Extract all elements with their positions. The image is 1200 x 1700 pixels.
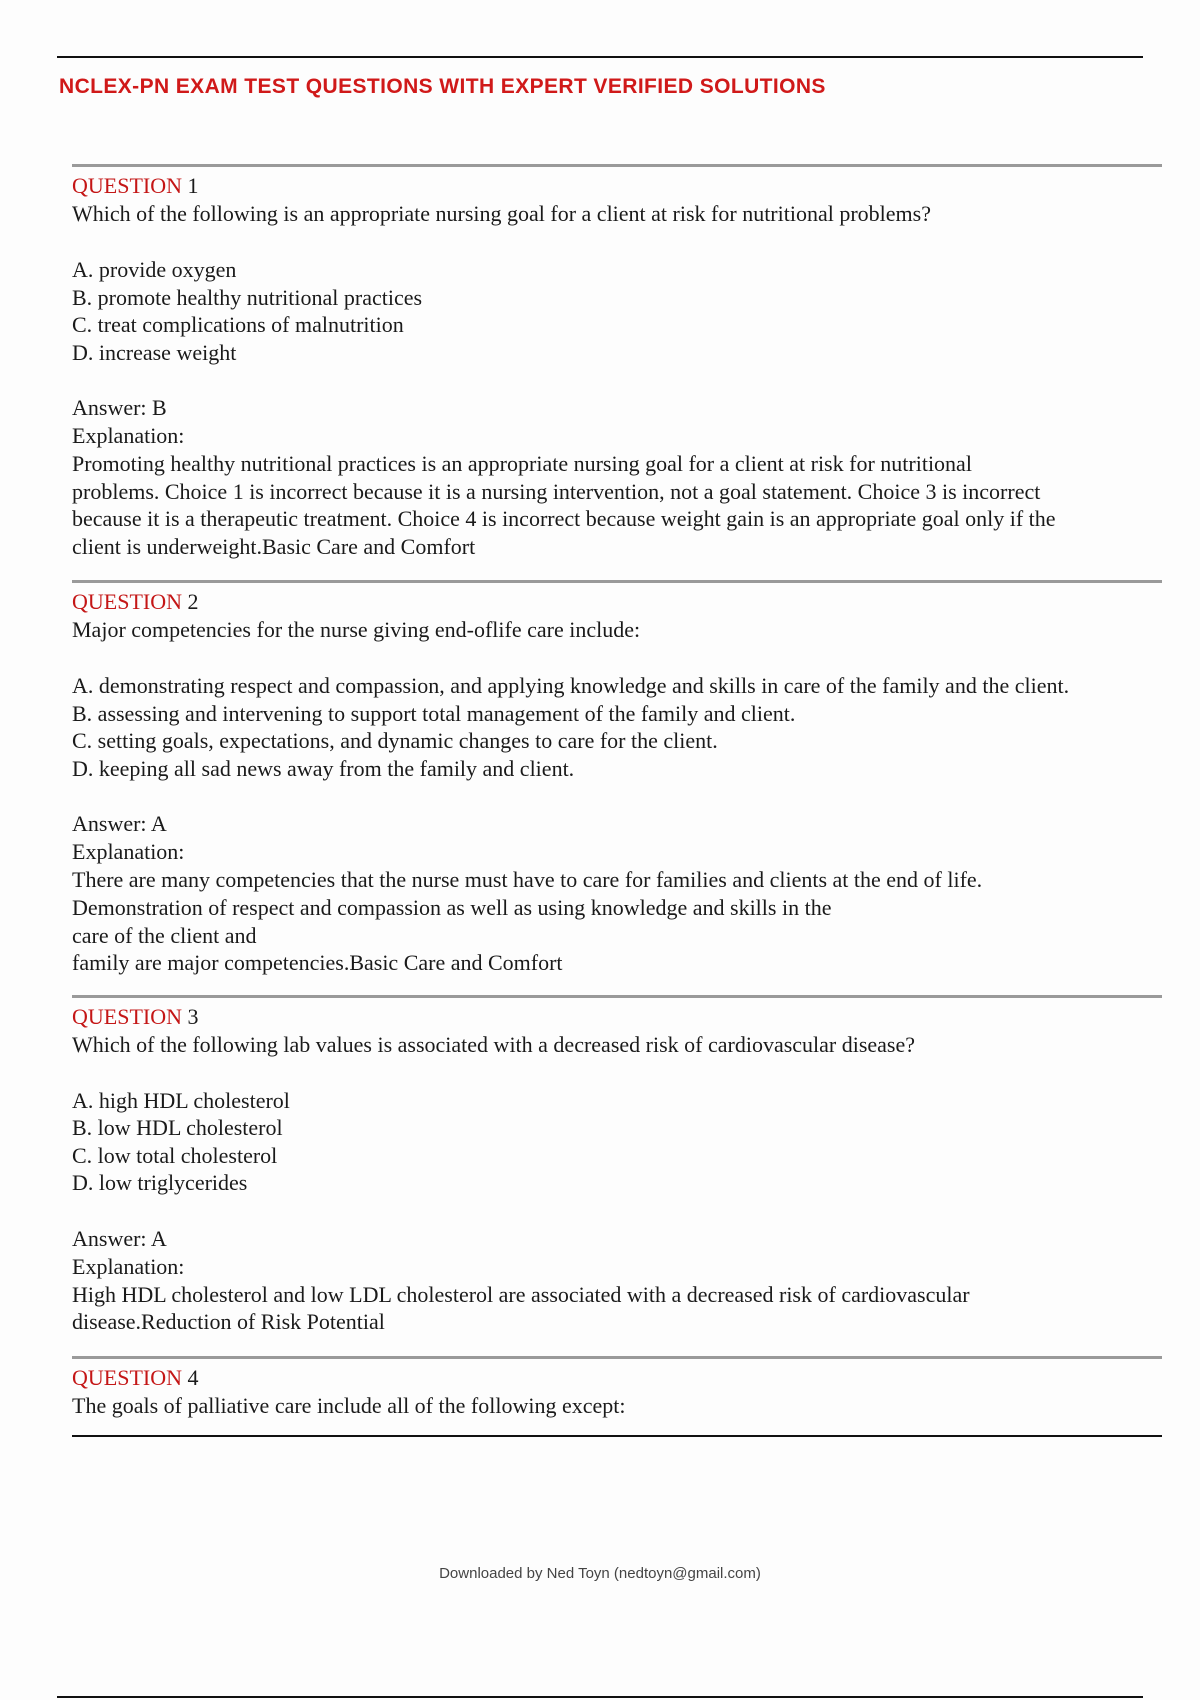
option-a: A. demonstrating respect and compassion, and applying knowledge and skills in care of the family and the client. xyxy=(72,673,1070,699)
explanation-text xyxy=(72,866,1162,994)
answer: Answer: A xyxy=(72,1225,167,1251)
question-number: 1 xyxy=(187,173,199,198)
question-3 xyxy=(72,995,1162,1356)
question-label: QUESTION xyxy=(72,1003,182,1029)
bottom-rule xyxy=(57,1696,1143,1698)
question-4 xyxy=(72,1356,1162,1437)
explanation-line: Demonstration of respect and compassion as well as using knowledge and skills in the xyxy=(72,894,832,920)
explanation-line: problems. Choice 1 is incorrect because it is a nursing intervention, not a goal statement. Choice 3 is incorrect xyxy=(72,478,1041,504)
question-stem: Which of the following is an appropriate nursing goal for a client at risk for nutritional problems? xyxy=(72,201,931,226)
explanation-line: because it is a therapeutic treatment. Choice 4 is incorrect because weight gain is an appropriate goal only if the xyxy=(72,506,1056,532)
explanation-label: Explanation: xyxy=(72,839,185,865)
question-label: QUESTION xyxy=(72,173,182,198)
question-label: QUESTION xyxy=(72,1364,182,1390)
option-c: C. low total cholesterol xyxy=(72,1142,278,1168)
question-list xyxy=(72,164,1162,1437)
question-number: 2 xyxy=(187,589,199,615)
answer-options xyxy=(72,256,1162,366)
download-footer: Downloaded by Ned Toyn (nedtoyn@gmail.com) xyxy=(439,1565,761,1582)
answer: Answer: A xyxy=(72,811,167,837)
option-a: A. high HDL cholesterol xyxy=(72,1087,290,1113)
question-label: QUESTION xyxy=(72,589,182,615)
question-heading xyxy=(72,1364,1162,1392)
explanation-line: There are many competencies that the nurse must have to care for families and clients at the end of life. xyxy=(72,867,983,893)
question-2 xyxy=(72,580,1162,994)
question-1 xyxy=(72,164,1162,580)
explanation-line: High HDL cholesterol and low LDL cholesterol are associated with a decreased risk of cardiovascular xyxy=(72,1281,970,1307)
option-c: C. treat complications of malnutrition xyxy=(72,312,404,337)
question-number: 3 xyxy=(187,1003,199,1029)
question-stem: The goals of palliative care include all of the following except: xyxy=(72,1392,626,1418)
option-c: C. setting goals, expectations, and dynamic changes to care for the client. xyxy=(72,728,718,754)
document-title: NCLEX-PN EXAM TEST QUESTIONS WITH EXPERT VERIFIED SOLUTIONS xyxy=(59,75,826,98)
option-b: B. promote healthy nutritional practices xyxy=(72,284,423,310)
option-b: B. low HDL cholesterol xyxy=(72,1115,283,1141)
option-a: A. provide oxygen xyxy=(72,257,237,282)
top-rule xyxy=(57,56,1143,58)
option-b: B. assessing and intervening to support total management of the family and client. xyxy=(72,700,796,726)
answer-options xyxy=(72,1087,1162,1197)
question-number: 4 xyxy=(187,1364,199,1390)
option-d: D. increase weight xyxy=(72,339,237,365)
question-heading xyxy=(72,172,1162,200)
explanation-text xyxy=(72,1281,1162,1356)
option-d: D. keeping all sad news away from the family and client. xyxy=(72,755,575,781)
explanation-line: family are major competencies.Basic Care and Comfort xyxy=(72,950,563,976)
question-stem: Major competencies for the nurse giving end-oflife care include: xyxy=(72,617,641,643)
option-d: D. low triglycerides xyxy=(72,1170,248,1196)
question-heading xyxy=(72,1003,1162,1031)
question-stem: Which of the following lab values is associated with a decreased risk of cardiovascular disease? xyxy=(72,1031,916,1057)
explanation-label: Explanation: xyxy=(72,423,185,448)
explanation-label: Explanation: xyxy=(72,1253,185,1279)
explanation-line: client is underweight.Basic Care and Comfort xyxy=(72,533,476,559)
explanation-line: Promoting healthy nutritional practices is an appropriate nursing goal for a client at risk for nutritional xyxy=(72,451,972,476)
answer-options xyxy=(72,672,1162,782)
answer: Answer: B xyxy=(72,395,167,420)
explanation-text xyxy=(72,450,1162,580)
question-heading xyxy=(72,588,1162,616)
explanation-line: disease.Reduction of Risk Potential xyxy=(72,1309,385,1335)
explanation-line: care of the client and xyxy=(72,922,257,948)
